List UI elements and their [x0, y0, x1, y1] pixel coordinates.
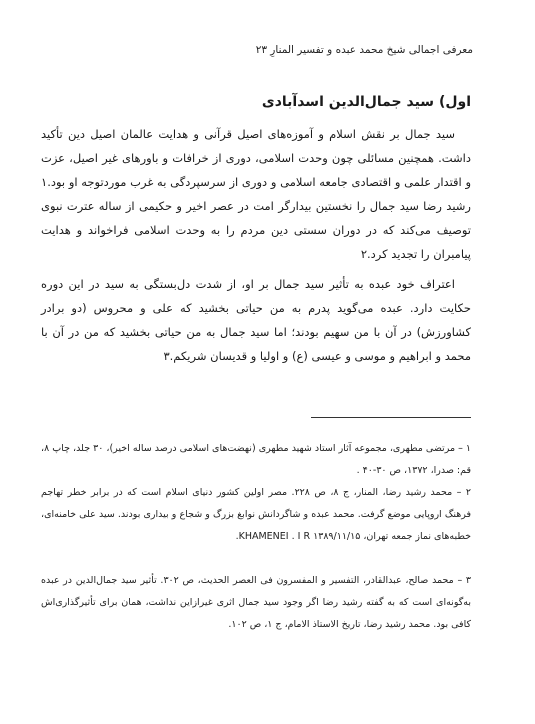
footnote-2: ۲ – محمد رشید رضا، المنار، ج ۸، ص ۲۲۸. مصر اولین کشور دنیای اسلام است که در برابر خطر تهاجم فرهنگ اروپایی موضع گرفت. محمد عبده و شاگردانش نوابغ بزرگ و شجاع و بیداری بودند. سید علی خامنه‌ای، خطبه‌های نماز جمعه تهران، ۱۳۸۹/۱۱/۱۵ KHAMENEI . I R.	[41, 487, 471, 542]
body-paragraph-1: سید جمال بر نقش اسلام و آموزه‌های اصیل قرآنی و هدایت عالمان اصیل دین تأکید داشت. همچنین مسائلی چون وحدت اسلامی، دوری از خرافات و باورهای غیر اصیل، عزت و اقتدار علمی و اقتصادی جامعه اسلامی و دوری از سرسپردگی به غرب موردتوجه او بود.۱ رشید رضا سید جمال را نخستین بیدارگر امت در عصر اخیر و حکیمی از ساله عترت نبوی توصیف می‌کند که در دوران سستی دین مردم را به وحدت اسلامی فراخواند و هدایت پیامبران را تجدید کرد.۲	[41, 127, 471, 261]
section-heading: اول) سید جمال‌الدین اسدآبادی	[261, 94, 471, 110]
running-header: معرفی اجمالی شیخ محمد عبده و تفسیر المنارِ ۲۳	[255, 44, 473, 56]
footnote-separator	[311, 417, 471, 418]
footnote-1: ۱ – مرتضی مطهری، مجموعه آثار استاد شهید مطهری (نهضت‌های اسلامی درصد ساله اخیر)، ۳۰ جلد، چاپ ۸، قم: صدرا، ۱۳۷۲، ص ۳۰-۴۰ .	[41, 443, 471, 476]
footnote-3: ۳ – محمد صالح، عبدالقادر، التفسیر و المفسرون فی العصر الحدیث، ص ۳۰۲. تأثیر سید جمال‌الدین در عبده به‌گونه‌ای است که به گفته رشید رضا اگر وجود سید جمال اثری غیرازاین نداشت، همان برای تأثیرگذاری‌اش کافی بود. محمد رشید رضا، تاریخ الاستاذ الامام، ج ۱، ص ۱۰۲.	[41, 575, 471, 630]
body-paragraph-2: اعتراف خود عبده به تأثیر سید جمال بر او، از شدت دل‌بستگی به سید در این دوره حکایت دارد. عبده می‌گوید پدرم به من حیاتی بخشید که علی و محروس (دو برادر کشاورزش) در آن با من سهیم بودند؛ اما سید جمال به من حیاتی بخشید که من در آن با محمد و ابراهیم و موسی و عیسی (ع) و اولیا و قدیسان شریکم.۳	[41, 277, 471, 363]
